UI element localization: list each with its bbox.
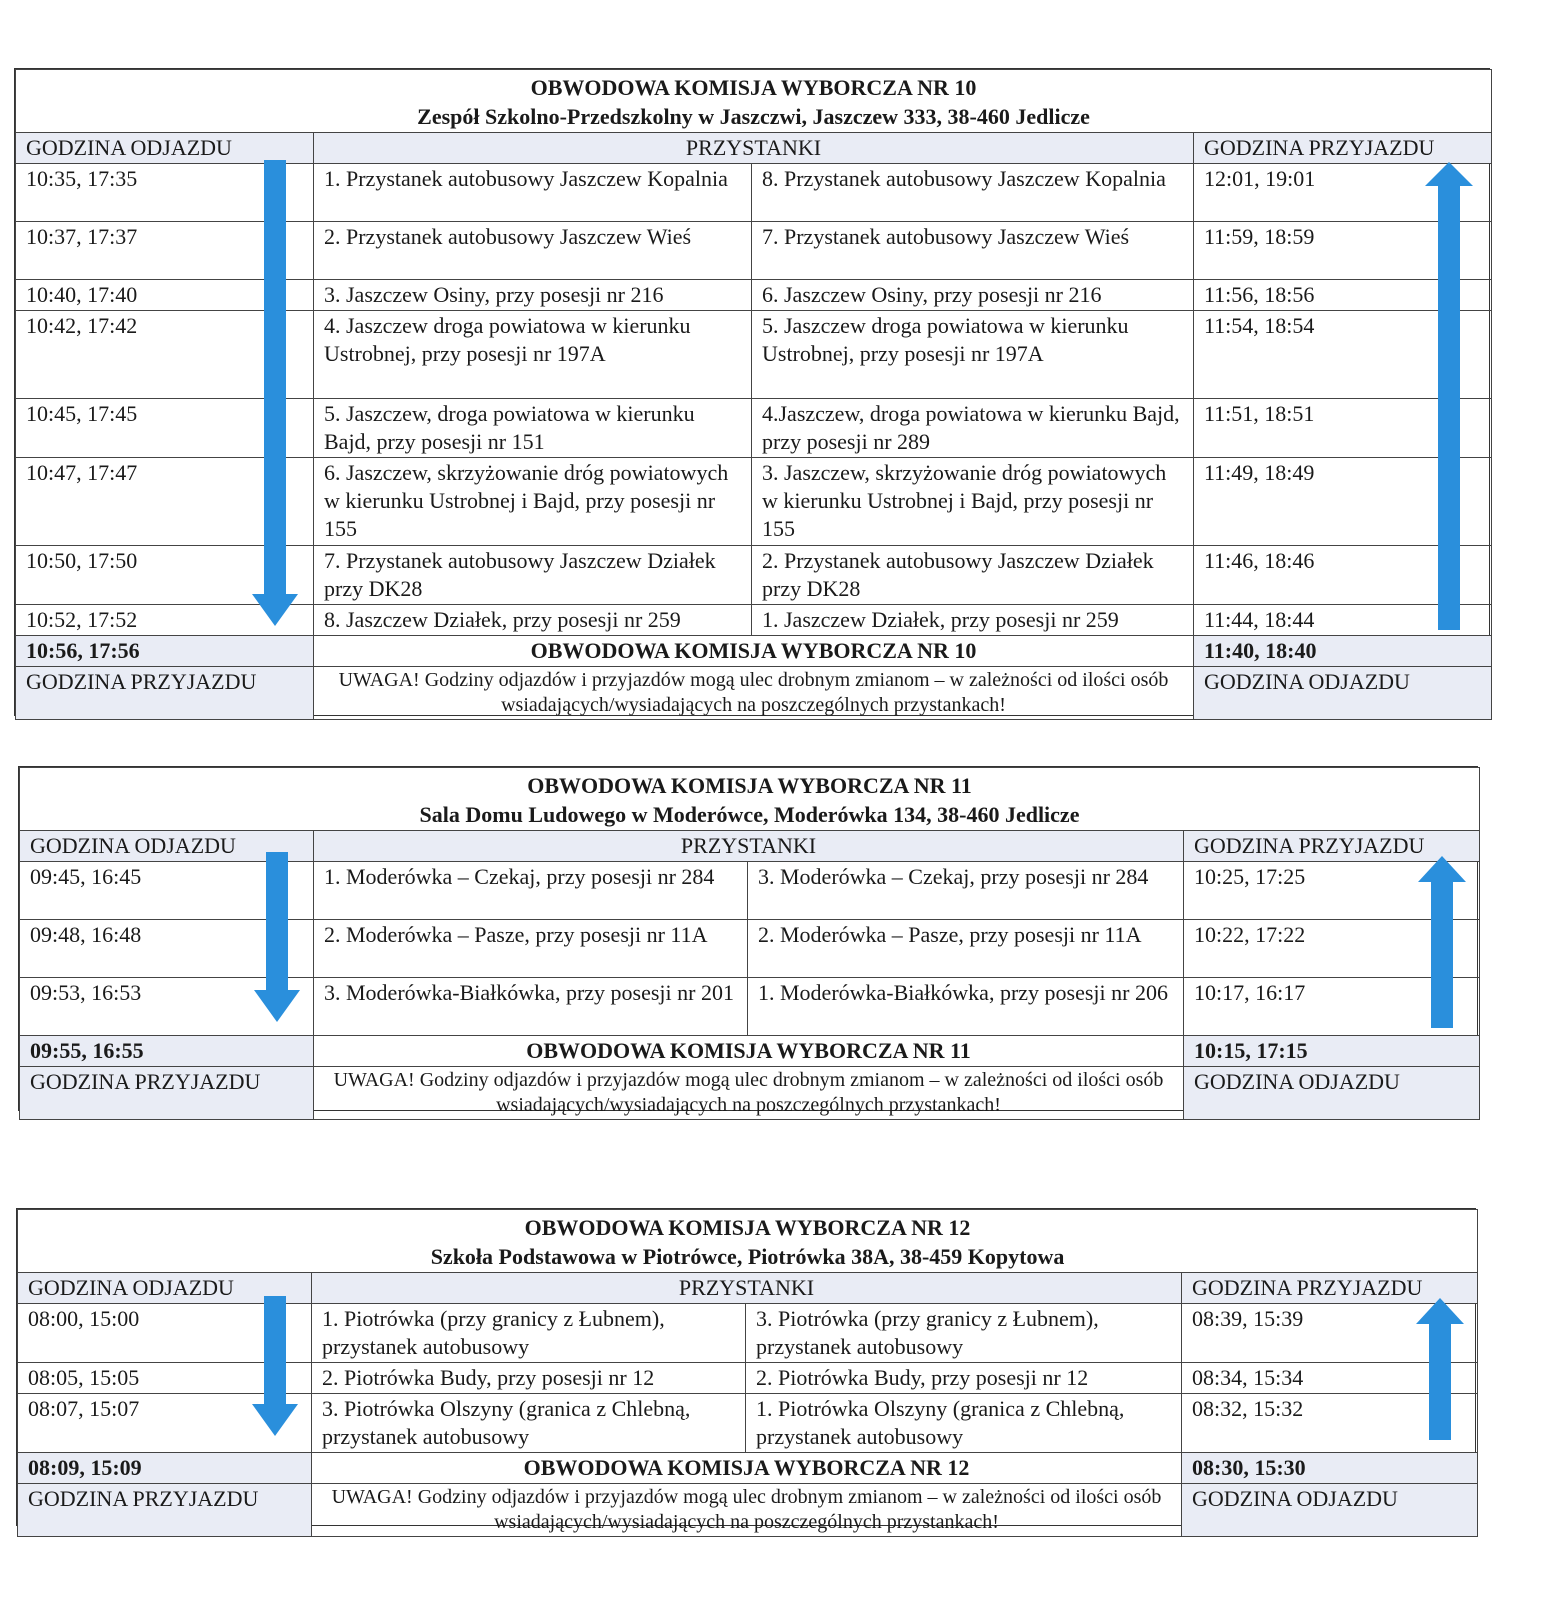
arrow-down-icon: [252, 160, 298, 626]
arrival-time: 08:34, 15:34: [1182, 1363, 1478, 1394]
arrival-time: 11:51, 18:51: [1194, 399, 1492, 458]
stop-return: 6. Jaszczew Osiny, przy posesji nr 216: [752, 280, 1194, 311]
notice-text: UWAGA! Godziny odjazdów i przyjazdów mogą ulec drobnym zmianom – w zależności od ilości osób wsiadających/wysiadających na poszczególnych przystankach!: [314, 1067, 1184, 1120]
header-arrival: GODZINA PRZYJAZDU: [1194, 133, 1492, 164]
header-arrival: GODZINA PRZYJAZDU: [1182, 1273, 1478, 1304]
header-departure: GODZINA ODJAZDU: [20, 831, 314, 862]
arrival-time: 12:01, 19:01: [1194, 164, 1492, 222]
schedule-title: [18, 1210, 1478, 1273]
departure-time: 10:35, 17:35: [16, 164, 314, 222]
table-row: [18, 1363, 1478, 1394]
final-destination: OBWODOWA KOMISJA WYBORCZA NR 10: [314, 636, 1194, 667]
footer-row: [16, 667, 1492, 720]
schedule-title: [16, 70, 1492, 133]
final-arrival-time: 09:55, 16:55: [20, 1036, 314, 1067]
stop-return: 2. Moderówka – Pasze, przy posesji nr 11A: [748, 920, 1184, 978]
footer-arrival-label: GODZINA PRZYJAZDU: [16, 667, 314, 720]
commission-name: OBWODOWA KOMISJA WYBORCZA NR 12: [524, 1215, 971, 1240]
footer-arrival-label: GODZINA PRZYJAZDU: [20, 1067, 314, 1120]
schedule-table-nr10: [14, 68, 1490, 716]
stop-return: 7. Przystanek autobusowy Jaszczew Wieś: [752, 222, 1194, 280]
header-stops: PRZYSTANKI: [314, 133, 1194, 164]
stop-return: 2. Piotrówka Budy, przy posesji nr 12: [746, 1363, 1182, 1394]
stop-outbound: 1. Piotrówka (przy granicy z Łubnem), przystanek autobusowy: [312, 1304, 746, 1363]
footer-row: [18, 1484, 1478, 1537]
departure-time: 10:45, 17:45: [16, 399, 314, 458]
header-stops: PRZYSTANKI: [312, 1273, 1182, 1304]
stop-outbound: 5. Jaszczew, droga powiatowa w kierunku Bajd, przy posesji nr 151: [314, 399, 752, 458]
final-destination: OBWODOWA KOMISJA WYBORCZA NR 11: [314, 1036, 1184, 1067]
departure-time: 09:53, 16:53: [20, 978, 314, 1036]
table-row: [16, 280, 1492, 311]
stop-outbound: 8. Jaszczew Działek, przy posesji nr 259: [314, 605, 752, 636]
header-arrival: GODZINA PRZYJAZDU: [1184, 831, 1480, 862]
table-row: [16, 458, 1492, 546]
commission-address: Zespół Szkolno-Przedszkolny w Jaszczwi, Jaszczew 333, 38-460 Jedlicze: [417, 104, 1090, 129]
table-row: [16, 222, 1492, 280]
arrival-time: 10:22, 17:22: [1184, 920, 1480, 978]
stop-outbound: 2. Piotrówka Budy, przy posesji nr 12: [312, 1363, 746, 1394]
final-row: [16, 636, 1492, 667]
schedule-table-nr12: [16, 1208, 1476, 1533]
arrival-time: 11:59, 18:59: [1194, 222, 1492, 280]
arrival-time: 11:49, 18:49: [1194, 458, 1492, 546]
final-departure-time: 10:15, 17:15: [1184, 1036, 1480, 1067]
final-arrival-time: 10:56, 17:56: [16, 636, 314, 667]
stop-outbound: 7. Przystanek autobusowy Jaszczew Działek przy DK28: [314, 546, 752, 605]
final-departure-time: 08:30, 15:30: [1182, 1453, 1478, 1484]
stop-outbound: 3. Moderówka-Białkówka, przy posesji nr 201: [314, 978, 748, 1036]
departure-time: 10:52, 17:52: [16, 605, 314, 636]
commission-address: Sala Domu Ludowego w Moderówce, Moderówka 134, 38-460 Jedlicze: [419, 802, 1080, 827]
table-row: [18, 1304, 1478, 1363]
table-row: [16, 311, 1492, 399]
stop-outbound: 3. Piotrówka Olszyny (granica z Chlebną, przystanek autobusowy: [312, 1394, 746, 1453]
stop-return: 4.Jaszczew, droga powiatowa w kierunku Bajd, przy posesji nr 289: [752, 399, 1194, 458]
stop-return: 1. Jaszczew Działek, przy posesji nr 259: [752, 605, 1194, 636]
header-departure: GODZINA ODJAZDU: [18, 1273, 312, 1304]
table-row: [20, 978, 1480, 1036]
departure-time: 10:40, 17:40: [16, 280, 314, 311]
footer-departure-label: GODZINA ODJAZDU: [1184, 1067, 1480, 1120]
arrival-time: 11:44, 18:44: [1194, 605, 1492, 636]
departure-time: 10:42, 17:42: [16, 311, 314, 399]
header-stops: PRZYSTANKI: [314, 831, 1184, 862]
final-row: [20, 1036, 1480, 1067]
stop-outbound: 2. Moderówka – Pasze, przy posesji nr 11A: [314, 920, 748, 978]
stop-return: 3. Piotrówka (przy granicy z Łubnem), przystanek autobusowy: [746, 1304, 1182, 1363]
stop-outbound: 1. Przystanek autobusowy Jaszczew Kopalnia: [314, 164, 752, 222]
stop-outbound: 4. Jaszczew droga powiatowa w kierunku Ustrobnej, przy posesji nr 197A: [314, 311, 752, 399]
footer-departure-label: GODZINA ODJAZDU: [1194, 667, 1492, 720]
departure-time: 10:47, 17:47: [16, 458, 314, 546]
arrival-time: 11:46, 18:46: [1194, 546, 1492, 605]
departure-time: 08:00, 15:00: [18, 1304, 312, 1363]
table-row: [16, 399, 1492, 458]
stop-return: 5. Jaszczew droga powiatowa w kierunku Ustrobnej, przy posesji nr 197A: [752, 311, 1194, 399]
departure-time: 08:05, 15:05: [18, 1363, 312, 1394]
header-departure: GODZINA ODJAZDU: [16, 133, 314, 164]
stop-return: 1. Moderówka-Białkówka, przy posesji nr 206: [748, 978, 1184, 1036]
stop-return: 2. Przystanek autobusowy Jaszczew Działek przy DK28: [752, 546, 1194, 605]
arrow-down-icon: [254, 852, 300, 1022]
footer-arrival-label: GODZINA PRZYJAZDU: [18, 1484, 312, 1537]
commission-name: OBWODOWA KOMISJA WYBORCZA NR 11: [527, 773, 972, 798]
arrival-time: 11:54, 18:54: [1194, 311, 1492, 399]
stop-return: 3. Jaszczew, skrzyżowanie dróg powiatowych w kierunku Ustrobnej i Bajd, przy posesji nr 155: [752, 458, 1194, 546]
arrival-time: 08:39, 15:39: [1182, 1304, 1478, 1363]
arrival-time: 11:56, 18:56: [1194, 280, 1492, 311]
stop-outbound: 2. Przystanek autobusowy Jaszczew Wieś: [314, 222, 752, 280]
departure-time: 10:50, 17:50: [16, 546, 314, 605]
stop-return: 1. Piotrówka Olszyny (granica z Chlebną, przystanek autobusowy: [746, 1394, 1182, 1453]
departure-time: 09:45, 16:45: [20, 862, 314, 920]
final-arrival-time: 08:09, 15:09: [18, 1453, 312, 1484]
table-row: [16, 164, 1492, 222]
arrival-time: 10:17, 16:17: [1184, 978, 1480, 1036]
footer-row: [20, 1067, 1480, 1120]
arrow-up-icon: [1416, 1298, 1464, 1440]
notice-text: UWAGA! Godziny odjazdów i przyjazdów mogą ulec drobnym zmianom – w zależności od ilości osób wsiadających/wysiadających na poszczególnych przystankach!: [312, 1484, 1182, 1537]
stop-outbound: 6. Jaszczew, skrzyżowanie dróg powiatowych w kierunku Ustrobnej i Bajd, przy posesji nr 155: [314, 458, 752, 546]
table-row: [16, 546, 1492, 605]
arrow-up-icon: [1418, 856, 1466, 1028]
table-row: [16, 605, 1492, 636]
stop-return: 8. Przystanek autobusowy Jaszczew Kopalnia: [752, 164, 1194, 222]
notice-text: UWAGA! Godziny odjazdów i przyjazdów mogą ulec drobnym zmianom – w zależności od ilości osób wsiadających/wysiadających na poszczególnych przystankach!: [314, 667, 1194, 720]
commission-address: Szkoła Podstawowa w Piotrówce, Piotrówka 38A, 38-459 Kopytowa: [430, 1244, 1065, 1269]
stop-outbound: 1. Moderówka – Czekaj, przy posesji nr 284: [314, 862, 748, 920]
departure-time: 10:37, 17:37: [16, 222, 314, 280]
stop-return: 3. Moderówka – Czekaj, przy posesji nr 284: [748, 862, 1184, 920]
arrival-time: 10:25, 17:25: [1184, 862, 1480, 920]
table-row: [20, 862, 1480, 920]
final-departure-time: 11:40, 18:40: [1194, 636, 1492, 667]
commission-name: OBWODOWA KOMISJA WYBORCZA NR 10: [530, 75, 977, 100]
final-destination: OBWODOWA KOMISJA WYBORCZA NR 12: [312, 1453, 1182, 1484]
footer-departure-label: GODZINA ODJAZDU: [1182, 1484, 1478, 1537]
arrival-time: 08:32, 15:32: [1182, 1394, 1478, 1453]
schedule-title: [20, 768, 1480, 831]
departure-time: 08:07, 15:07: [18, 1394, 312, 1453]
table-row: [18, 1394, 1478, 1453]
arrow-down-icon: [252, 1296, 298, 1436]
departure-time: 09:48, 16:48: [20, 920, 314, 978]
schedule-table-nr11: [18, 766, 1478, 1116]
stop-outbound: 3. Jaszczew Osiny, przy posesji nr 216: [314, 280, 752, 311]
table-row: [20, 920, 1480, 978]
arrow-up-icon: [1425, 162, 1473, 630]
final-row: [18, 1453, 1478, 1484]
